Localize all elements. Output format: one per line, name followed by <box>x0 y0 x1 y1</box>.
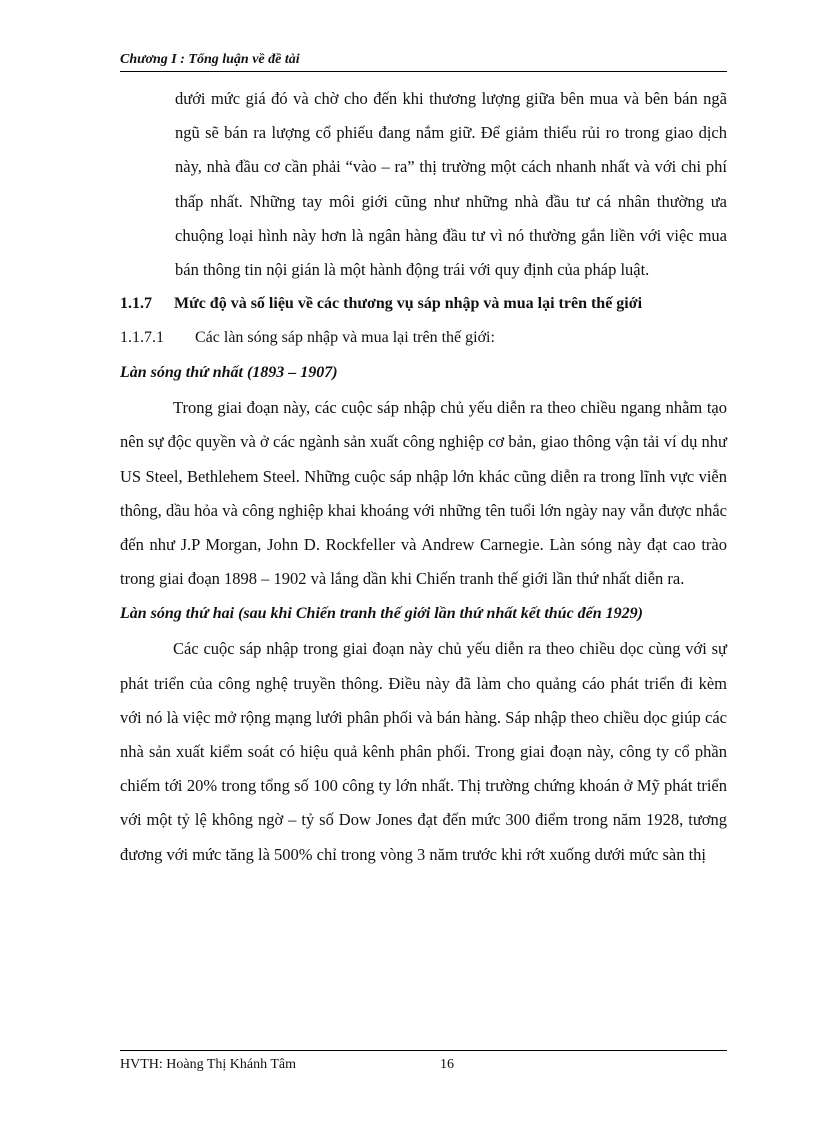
chapter-title: Chương I : Tổng luận về đề tài <box>120 52 300 67</box>
subsection-heading <box>120 321 727 355</box>
wave2-heading: Làn sóng thứ hai (sau khi Chiến tranh thế giới lần thứ nhất kết thúc đến 1929) <box>120 605 644 623</box>
section-title: Mức độ và số liệu về các thương vụ sáp nhập và mua lại trên thế giới <box>174 295 643 313</box>
continuation-paragraph: dưới mức giá đó và chờ cho đến khi thương lượng giữa bên mua và bên bán ngã ngũ sẽ bán ra lượng cổ phiếu đang nắm giữ. Để giảm thiểu rủi ro trong giao dịch này, nhà đầu cơ cần phải “vào – ra” thị trường một cách nhanh nhất và với chi phí thấp nhất. Những tay môi giới cũng như những nhà đầu tư cá nhân thường ưa chuộng loại hình này hơn là ngân hàng đầu tư vì nó thường gắn liền với việc mua bán thông tin nội gián là một hành động trái với quy định của pháp luật. <box>175 89 727 280</box>
subsection-number: 1.1.7.1 <box>120 329 164 347</box>
page-footer <box>120 1050 727 1073</box>
section-number: 1.1.7 <box>120 295 152 313</box>
footer-author: HVTH: Hoàng Thị Khánh Tâm <box>120 1057 297 1072</box>
page-content <box>120 82 727 872</box>
subsection-title: Các làn sóng sáp nhập và mua lại trên thế giới: <box>195 329 495 347</box>
section-heading <box>120 287 727 321</box>
wave2-paragraph: Các cuộc sáp nhập trong giai đoạn này chủ yếu diễn ra theo chiều dọc cùng với sự phát triển của công nghệ truyền thông. Điều này đã làm cho quảng cáo phát triển đi kèm với nó là việc mở rộng mạng lưới phân phối và bán hàng. Sáp nhập theo chiều dọc giúp các nhà sản xuất kiểm soát có hiệu quả kênh phân phối. Trong giai đoạn này, công ty cổ phần chiếm tới 20% trong tổng số 100 công ty lớn nhất. Thị trường chứng khoán ở Mỹ phát triển với một tỷ lệ không ngờ – tỷ số Dow Jones đạt đến mức 300 điểm trong năm 1928, tương đương với mức tăng là 500% chỉ trong vòng 3 năm trước khi rớt xuống dưới mức sàn thị <box>120 639 727 864</box>
wave1-paragraph: Trong giai đoạn này, các cuộc sáp nhập chủ yếu diễn ra theo chiều ngang nhằm tạo nên sự độc quyền và ở các ngành sản xuất công nghiệp cơ bản, giao thông vận tải ví dụ như US Steel, Bethlehem Steel. Những cuộc sáp nhập lớn khác cũng diễn ra trong lĩnh vực viễn thông, dầu hỏa và công nghiệp khai khoáng với những tên tuổi lớn ngày nay vẫn được nhắc đến như J.P Morgan, John D. Rockfeller và Andrew Carnegie. Làn sóng này đạt cao trào trong giai đoạn 1898 – 1902 và lắng dần khi Chiến tranh thế giới lần thứ nhất diễn ra. <box>120 398 727 589</box>
wave1-heading: Làn sóng thứ nhất (1893 – 1907) <box>120 364 338 382</box>
page-header <box>120 52 727 72</box>
page-number: 16 <box>440 1057 454 1072</box>
